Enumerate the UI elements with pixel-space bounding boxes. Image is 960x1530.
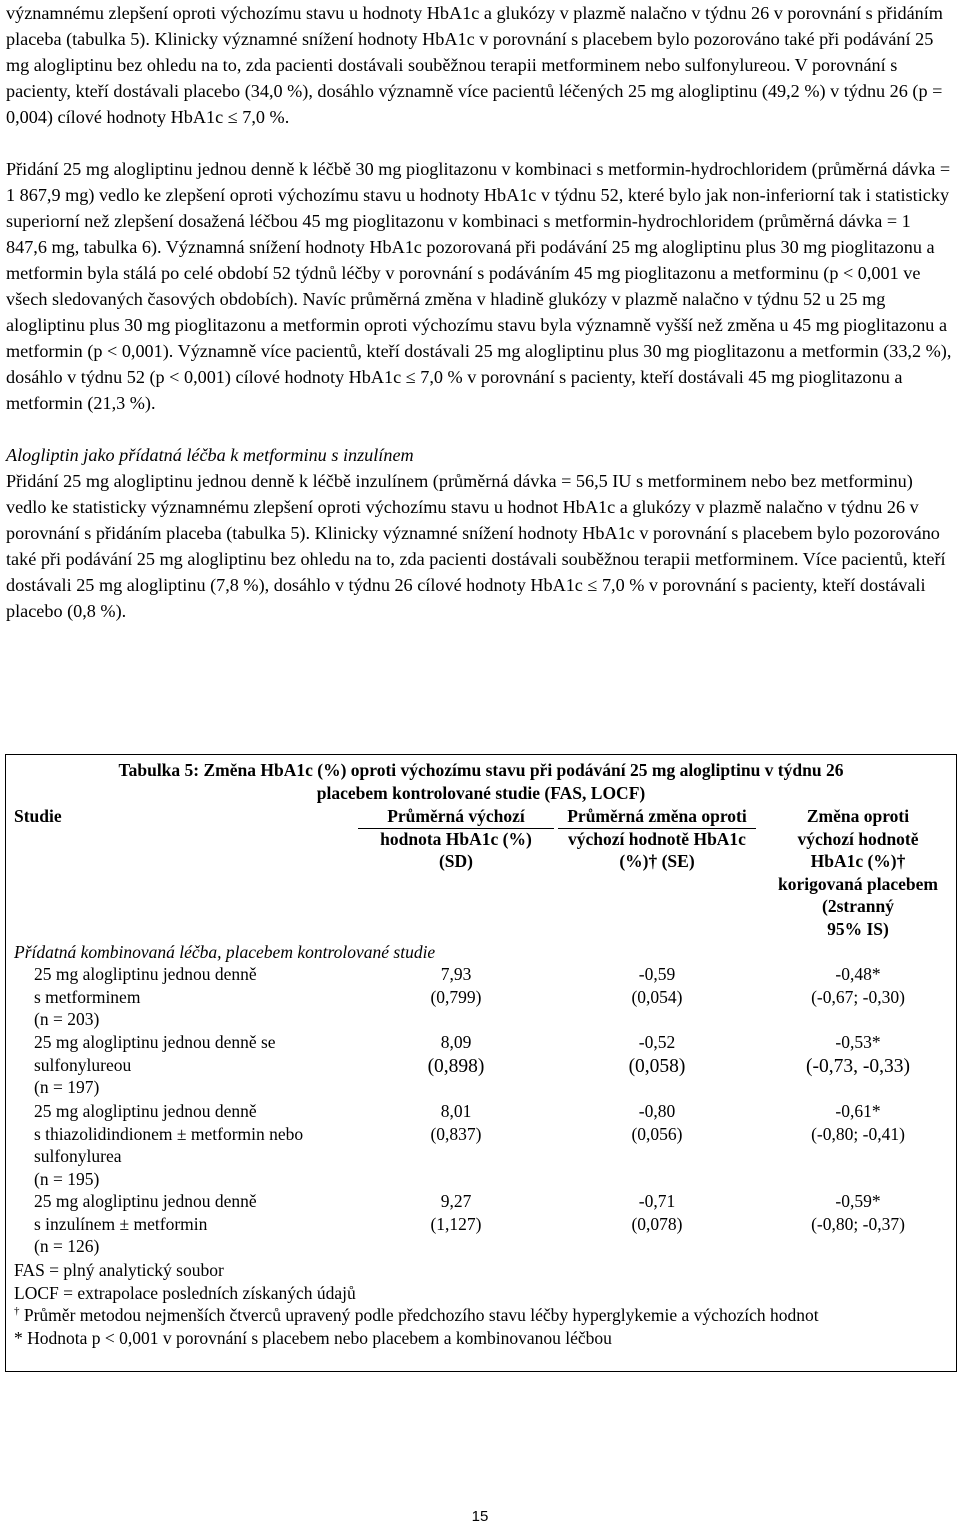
table-row-label: 25 mg alogliptinu jednou denně s thiazolidindionem ± metformin nebo sulfonylurea (n = 195)	[34, 1101, 304, 1189]
table-cell-placebo: -0,48* (-0,67; -0,30)	[811, 964, 905, 1007]
header-study: Studie	[14, 806, 62, 826]
note-asterisk: * Hodnota p < 0,001 v porovnání s placebem nebo placebem a kombinovanou léčbou	[14, 1327, 612, 1348]
table-cell-placebo: -0,59* (-0,80; -0,37)	[811, 1191, 905, 1234]
table-cell-baseline: 8,09 (0,898)	[427, 1032, 485, 1077]
note-fas: FAS = plný analytický soubor	[14, 1260, 224, 1280]
section-subheading: Alogliptin jako přídatná léčba k metforminu s inzulínem	[6, 445, 414, 465]
table-cell-change: -0,59 (0,054)	[631, 964, 683, 1007]
table-cell-placebo: -0,53* (-0,73, -0,33)	[806, 1032, 910, 1077]
page-number: 15	[471, 1508, 489, 1525]
table-cell-placebo: -0,61* (-0,80; -0,41)	[811, 1101, 905, 1144]
paragraph-2: Přidání 25 mg alogliptinu jednou denně k léčbě 30 mg pioglitazonu v kombinaci s metformin-hydrochloridem (průměrná dávka = 1 867,9 mg) vedlo ke zlepšení oproti výchozímu stavu u hodnoty HbA1c v týdnu 52, které bylo jak non-inferiorní tak i statisticky superiorní než zlepšení dosažená léčbou 45 mg pioglitazonu v kombinaci s metformin-hydrochloridem (průměrná dávka = 1 847,6 mg, tabulka 6). Významná snížení hodnoty HbA1c pozorovaná při podávání 25 mg alogliptinu plus 30 mg pioglitazonu a metformin byla stálá po celé období 52 týdnů léčby v porovnání s podáváním 45 mg pioglitazonu a metforminu (p < 0,001 ve všech sledovaných časových obdobích). Navíc průměrná změna v hladině glukózy v plazmě nalačno v týdnu 52 u 25 mg alogliptinu plus 30 mg pioglitazonu a metformin oproti výchozímu stavu byla významně vyšší než změna u 45 mg pioglitazonu a metformin (p < 0,001). Významně více pacientů, kteří dostávali 25 mg alogliptinu plus 30 mg pioglitazonu a metformin (33,2 %), dosáhlo v týdnu 52 (p < 0,001) cílové hodnoty HbA1c ≤ 7,0 % v porovnání s pacienty, kteří dostávali 45 mg pioglitazonu a metformin (21,3 %).	[6, 159, 952, 413]
paragraph-1: významnému zlepšení oproti výchozímu stavu u hodnoty HbA1c a glukózy v plazmě nalačno v týdnu 26 v porovnání s přidáním placeba (tabulka 5). Klinicky významné snížení hodnoty HbA1c v porovnání s placebem bylo pozorováno také při podávání 25 mg alogliptinu bez ohledu na to, zda pacienti dostávali souběžnou terapii metforminem nebo sulfonylureou. V porovnání s pacienty, kteří dostávali placebo (34,0 %), dosáhlo významně více pacientů léčených 25 mg alogliptinu (49,2 %) v týdnu 26 (p = 0,004) cílové hodnoty HbA1c ≤ 7,0 %.	[6, 3, 943, 127]
table-row-label: 25 mg alogliptinu jednou denně s metforminem (n = 203)	[34, 964, 257, 1029]
table-notes	[14, 1259, 819, 1349]
note-locf: LOCF = extrapolace posledních získaných údajů	[14, 1282, 356, 1303]
header-baseline: Průměrná výchozí hodnota HbA1c (%) (SD)	[380, 806, 532, 871]
header-baseline-rule	[358, 828, 554, 829]
table-cell-baseline: 9,27 (1,127)	[430, 1191, 482, 1234]
table-cell-baseline: 7,93 (0,799)	[430, 964, 482, 1007]
header-placebo-corrected: Změna oproti výchozí hodnotě HbA1c (%)† korigovaná placebem (2stranný 95% IS)	[778, 806, 938, 939]
section-label: Přídatná kombinovaná léčba, placebem kontrolované studie	[14, 942, 436, 962]
table-row-label: 25 mg alogliptinu jednou denně se sulfonylureou (n = 197)	[34, 1032, 276, 1097]
table-cell-change: -0,80 (0,056)	[631, 1101, 683, 1144]
table-title: Tabulka 5: Změna HbA1c (%) oproti výchozímu stavu při podávání 25 mg alogliptinu v týdnu 26 placebem kontrolované studie (FAS, LOCF)	[118, 760, 844, 803]
dagger-mark: †	[14, 1305, 20, 1318]
table-cell-change: -0,71 (0,078)	[631, 1191, 683, 1234]
paragraph-3: Přidání 25 mg alogliptinu jednou denně k léčbě inzulínem (průměrná dávka = 56,5 IU s metforminem nebo bez metforminu) vedlo ke statisticky významnému zlepšení oproti výchozímu stavu u hodnot HbA1c a glukózy v plazmě nalačno v týdnu 26 v porovnání s přidáním placeba (tabulka 5). Klinicky významné snížení hodnoty HbA1c v porovnání s placebem bylo pozorováno také při podávání 25 mg alogliptinu bez ohledu na to, zda pacienti dostávali souběžnou terapii metforminem. Více pacientů, kteří dostávali 25 mg alogliptinu (7,8 %), dosáhlo v týdnu 26 cílové hodnoty HbA1c ≤ 7,0 % v porovnání s pacienty, kteří dostávali placebo (0,8 %).	[6, 471, 946, 621]
table-row-label: 25 mg alogliptinu jednou denně s inzulínem ± metformin (n = 126)	[34, 1191, 257, 1256]
header-change-rule	[558, 828, 756, 829]
table-cell-change: -0,52 (0,058)	[628, 1032, 686, 1077]
note-dagger: † Průměr metodou nejmenších čtverců upravený podle předchozího stavu léčby hyperglykemie a výchozích hodnot	[14, 1305, 819, 1325]
document-body	[6, 0, 952, 624]
results-table	[5, 754, 957, 1372]
header-change: Průměrná změna oproti výchozí hodnotě HbA1c (%)† (SE)	[567, 806, 747, 871]
table-cell-baseline: 8,01 (0,837)	[430, 1101, 482, 1144]
